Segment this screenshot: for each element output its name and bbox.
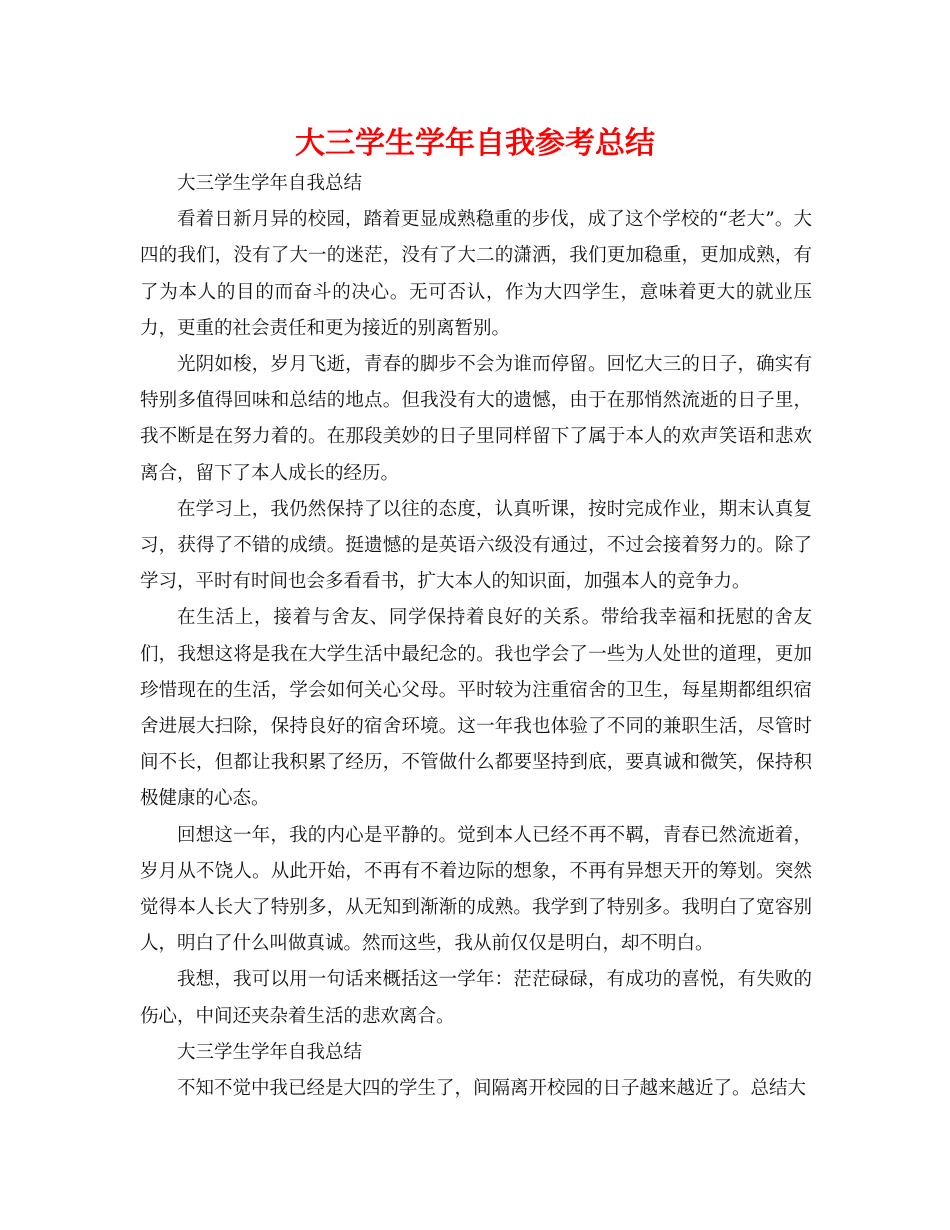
paragraph: 回想这一年，我的内心是平静的。觉到本人已经不再不羁，青春已然流逝着，岁月从不饶人。从此开始，不再有不着边际的想象，不再有异想天开的筹划。突然觉得本人长大了特别多，从无知到渐渐的成熟。我学到了特别多。我明白了宽容别人，明白了什么叫做真诚。然而这些，我从前仅仅是明白，却不明白。 xyxy=(140,824,812,955)
paragraph: 在生活上，接着与舍友、同学保持着良好的关系。带给我幸福和抚慰的舍友们，我想这将是我在大学生活中最纪念的。我也学会了一些为人处世的道理，更加珍惜现在的生活，学会如何关心父母。平时较为注重宿舍的卫生，每星期都组织宿舍进展大扫除，保持良好的宿舍环境。这一年我也体验了不同的兼职生活，尽管时间不长，但都让我积累了经历，不管做什么都要坚持到底，要真诚和微笑，保持积极健康的心态。 xyxy=(140,607,812,810)
paragraph: 在学习上，我仍然保持了以往的态度，认真听课，按时完成作业，期末认真复习，获得了不错的成绩。挺遗憾的是英语六级没有通过，不过会接着努力的。除了学习，平时有时间也会多看看书，扩大本人的知识面，加强本人的竞争力。 xyxy=(140,498,812,593)
paragraph: 光阴如梭，岁月飞逝，青春的脚步不会为谁而停留。回忆大三的日子，确实有特别多值得回味和总结的地点。但我没有大的遗憾，由于在那悄然流逝的日子里，我不断是在努力着的。在那段美妙的日子里同样留下了属于本人的欢声笑语和悲欢离合，留下了本人成长的经历。 xyxy=(140,354,812,484)
paragraph: 我想，我可以用一句话来概括这一学年：茫茫碌碌，有成功的喜悦，有失败的伤心，中间还夹杂着生活的悲欢离合。 xyxy=(140,969,812,1027)
paragraph: 看着日新月异的校园，踏着更显成熟稳重的步伐，成了这个学校的“老大”。大四的我们，没有了大一的迷茫，没有了大二的潇洒，我们更加稳重，更加成熟，有了为本人的目的而奋斗的决心。无可否认，作为大四学生，意味着更大的就业压力，更重的社会责任和更为接近的别离暂别。 xyxy=(140,209,812,339)
document-title: 大三学生学年自我参考总结 xyxy=(295,126,655,161)
paragraph-subtitle-2: 大三学生学年自我总结 xyxy=(177,1041,363,1063)
document-body xyxy=(140,166,812,1107)
paragraph: 不知不觉中我已经是大四的学生了，间隔离开校园的日子越来越近了。总结大 xyxy=(177,1078,807,1100)
paragraph-subtitle-1: 大三学生学年自我总结 xyxy=(177,173,363,194)
